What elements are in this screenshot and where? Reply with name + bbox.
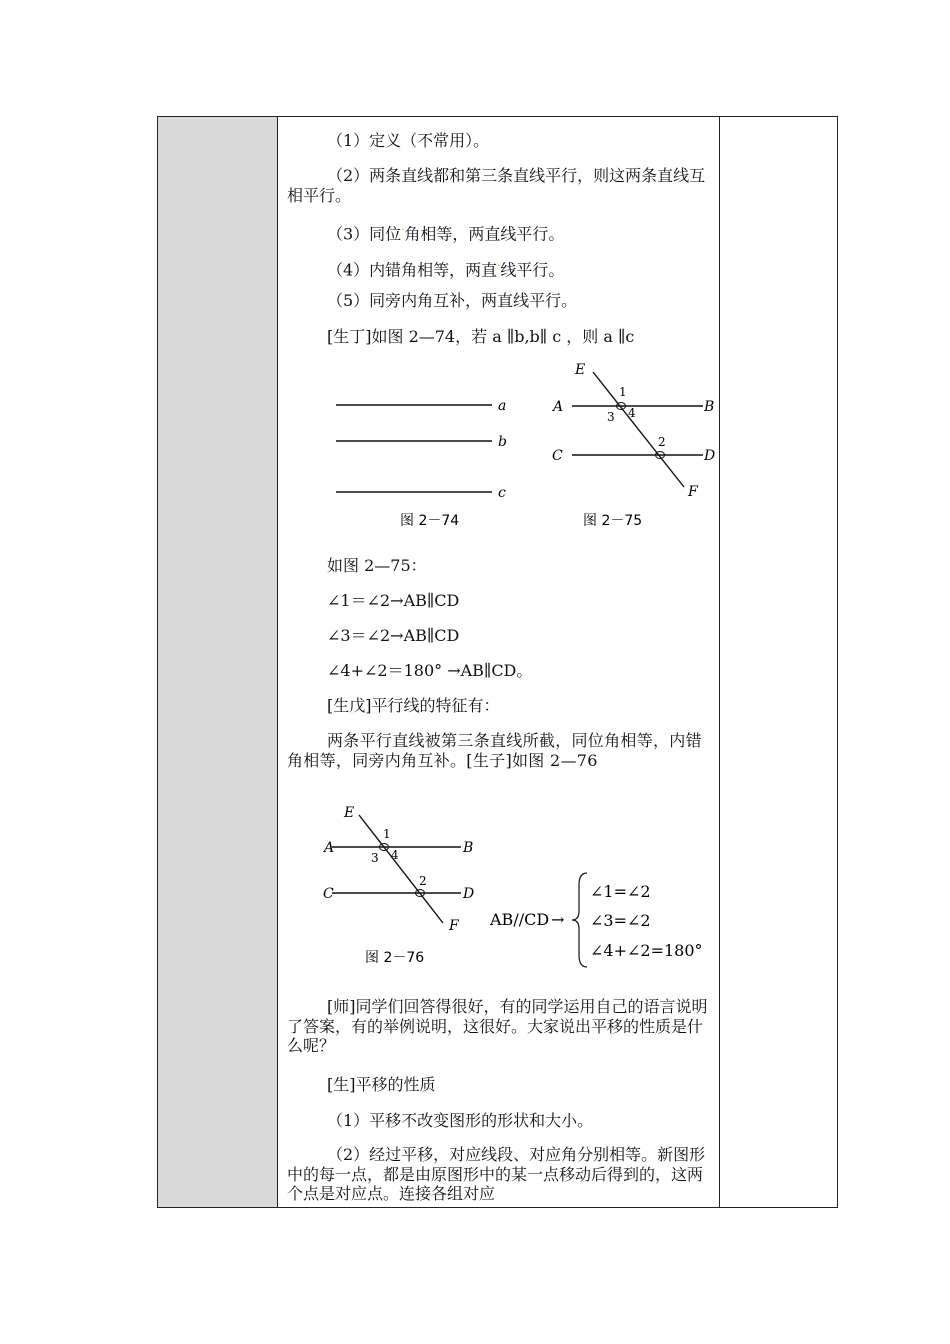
cond-1: ∠1=∠2 [590,882,651,901]
point-B: B [463,840,474,856]
para-figure-75: 如图 2—75： [327,556,427,575]
point-D: D [463,886,475,902]
point-E: E [344,805,355,821]
line-EF [359,815,443,923]
point-C: C [323,886,334,902]
angle-4: 4 [391,848,399,862]
label-c: c [498,485,506,501]
left-brace [572,873,587,967]
point-D: D [704,448,716,464]
para-interior-angles: （5）同旁内角互补，两直线平行。 [327,291,578,310]
para-student-translation: [生]平移的性质 [327,1075,436,1094]
caption-74: 图 2－74 [400,513,460,529]
point-F: F [688,484,698,500]
text-part: （3）同位 [327,224,402,244]
para-student-ding: [生丁]如图 2—74，若 a ∥b,b∥ c ，则 a ∥c [327,327,635,346]
para-student-wu: [生戊]平行线的特征有： [327,696,500,715]
angle-2: 2 [658,435,666,449]
implication-lhs: AB//CD [490,910,550,929]
right-column [719,117,837,1207]
figure-74 [336,398,507,529]
label-b: b [498,434,507,450]
para-teacher: [师]同学们回答得很好，有的同学运用自己的语言说明了答案，有的举例说明，这很好。大家说出平移的性质是什么呢？ [287,997,708,1055]
line-EF [593,372,684,487]
dot-mark: · [401,225,405,236]
point-F: F [449,918,459,934]
point-A: A [553,399,564,415]
para-alternate-angles [287,257,711,280]
angle-3: 3 [607,410,615,424]
point-C: C [552,448,563,464]
point-B: B [704,399,715,415]
para-definition: （1）定义（不常用）。 [327,131,490,150]
cond-3: ∠4+∠2=180° [590,941,703,960]
angle-4: 4 [628,406,636,420]
figure-76 [287,799,719,969]
cond-2: ∠3=∠2 [590,911,651,930]
point-E: E [575,362,586,378]
angle-1: 1 [383,827,391,841]
text-part: （4）内错角相等，两直 [327,260,498,280]
implication-arrow: → [551,910,565,929]
caption-75: 图 2－75 [583,513,643,529]
text-part: 角相等，两直线平行。 [404,224,565,244]
para-corresponding-angles [287,221,711,244]
para-angle4-sum: ∠4+∠2＝180° →AB∥CD。 [327,661,533,680]
left-column [158,117,278,1207]
label-a: a [498,398,507,414]
angle-3: 3 [371,851,379,865]
para-angle3-eq: ∠3＝∠2→AB∥CD [327,626,460,645]
angle-2: 2 [419,874,427,888]
para-angle1-eq: ∠1＝∠2→AB∥CD [327,591,460,610]
caption-76: 图 2－76 [365,950,425,966]
para-third-line: （2）两条直线都和第三条直线平行，则这两条直线互相平行。 [287,166,706,205]
para-parallel-features: 两条平行直线被第三条直线所截，同位角相等，内错角相等，同旁内角互补。[生子]如图 2—76 [287,731,702,770]
para-translation-shape: （1）平移不改变图形的形状和大小。 [327,1111,594,1130]
figure-75 [551,362,715,529]
text-part: 线平行。 [500,260,565,280]
para-translation-correspondence: （2）经过平移，对应线段、对应角分别相等。新图形中的每一点，都是由原图形中的某一点移动后得到的，这两个点是对应点。连接各组对应 [287,1145,706,1203]
point-A: A [324,840,335,856]
figures-74-75 [287,353,719,533]
lesson-table [157,116,838,1208]
angle-1: 1 [619,385,627,399]
dot-mark: · [497,261,501,272]
